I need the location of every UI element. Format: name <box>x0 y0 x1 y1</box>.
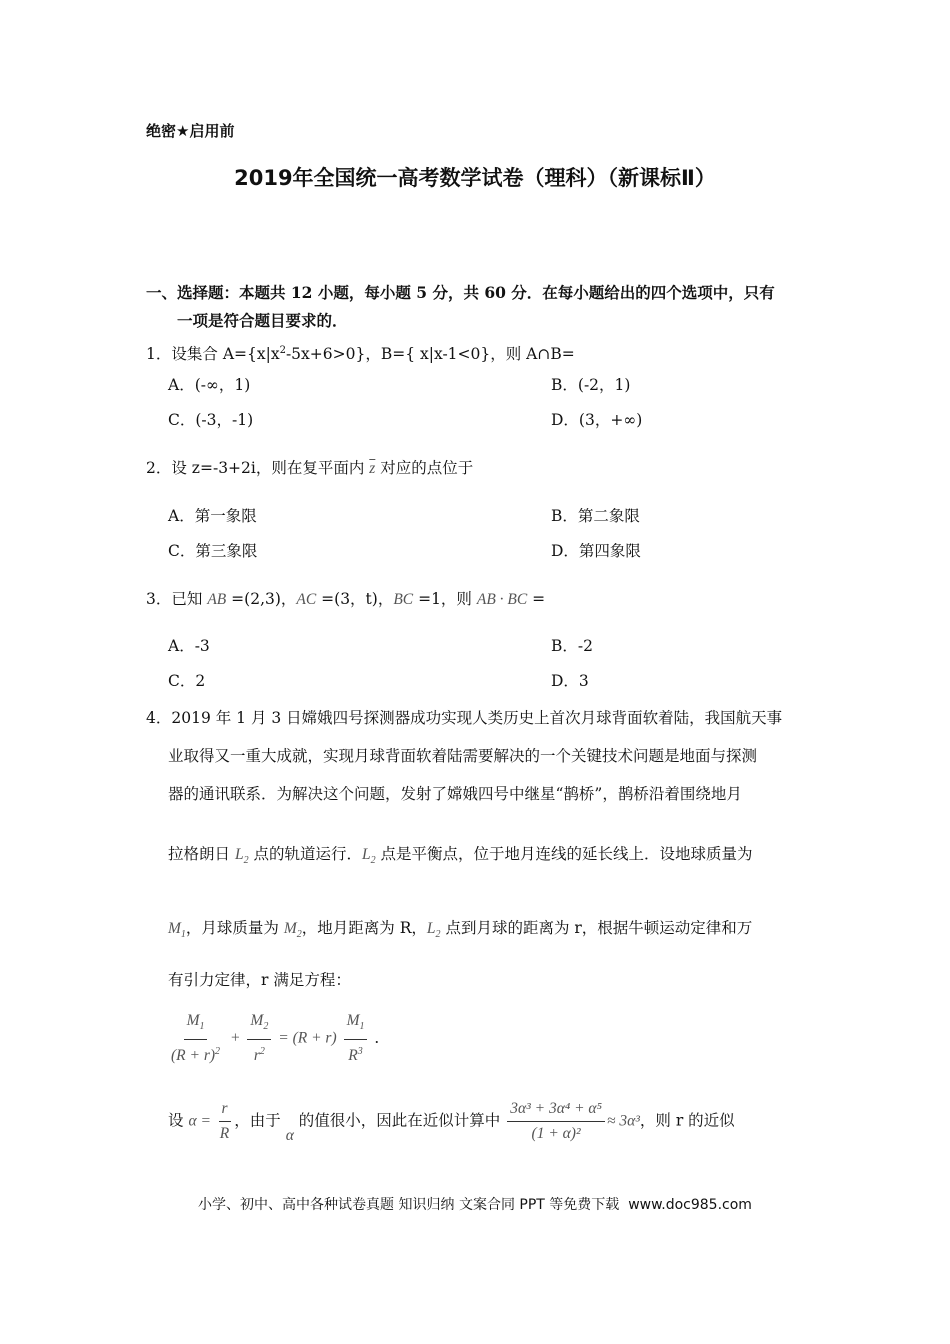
q3-text-5: = <box>527 590 546 608</box>
eq-den2-exp: 2 <box>259 1046 265 1058</box>
eq-fraction-2 <box>247 1010 271 1067</box>
question-4-line-4 <box>168 843 753 872</box>
m2-symbol <box>283 920 302 941</box>
q2-number: 2． <box>146 459 172 477</box>
question-3 <box>146 588 545 611</box>
q3-text-2: =(2,3)， <box>226 590 297 608</box>
approx-fraction <box>507 1098 605 1145</box>
q3-text-1: 已知 <box>171 590 208 608</box>
question-4-line-8 <box>168 1098 735 1145</box>
eq-m1b-sub: 1 <box>359 1021 365 1033</box>
eq-den3: R <box>348 1047 358 1065</box>
q1-setB: B={ x|x-1<0}，则 A∩B= <box>380 345 575 364</box>
q4-text-4a: 拉格朗日 <box>168 845 235 863</box>
eq-m1-sub: 1 <box>199 1021 205 1033</box>
q3-option-d[interactable]: D．3 <box>551 672 589 690</box>
q2-option-d[interactable]: D．第四象限 <box>551 542 641 560</box>
q4-text-4c: 点是平衡点，位于地月连线的延长线上．设地球质量为 <box>375 845 753 863</box>
m2-letter: M <box>283 920 297 937</box>
l2-subscript-2: 2 <box>370 855 376 867</box>
l2-subscript-3: 2 <box>435 929 441 941</box>
eq-m1: M <box>186 1012 200 1029</box>
l2-letter-3: L <box>426 920 436 937</box>
eq-fraction-1 <box>168 1010 223 1067</box>
q2-pre: 设 z=-3+2i，则在复平面内 <box>171 459 370 477</box>
l2-symbol <box>234 846 249 867</box>
q1-setA-post: -5x+6>0}， <box>285 345 381 364</box>
alpha-symbol: α <box>188 1112 197 1130</box>
q2-zbar: $\overline{z}$ <box>369 460 376 477</box>
q1-option-a[interactable]: A．(-∞，1) <box>168 376 251 394</box>
q3-option-c[interactable]: C．2 <box>168 672 206 690</box>
q4-text-5b: ，地月距离为 R， <box>301 919 427 937</box>
q4-text-8b: ，由于 <box>234 1111 286 1130</box>
eq-period: ． <box>374 1028 390 1047</box>
q4-text-8d: ，则 r 的近似 <box>639 1111 735 1130</box>
footer-url[interactable]: www.doc985.com <box>628 1197 752 1213</box>
l2-letter-2: L <box>362 846 371 863</box>
m2-subscript: 2 <box>296 929 302 941</box>
q2-option-b[interactable]: B．第二象限 <box>551 507 640 525</box>
eq-frac1-num <box>184 1010 208 1040</box>
q3-option-b[interactable]: B．-2 <box>551 637 593 655</box>
question-4-line-1 <box>146 707 782 729</box>
footer-text: 小学、初中、高中各种试卷真题 知识归纳 文案合同 PPT 等免费下载 <box>198 1197 620 1213</box>
q4-number: 4． <box>146 709 172 727</box>
q1-exp: 2 <box>279 345 286 356</box>
eq-frac1-den <box>168 1040 223 1067</box>
equation <box>166 1010 390 1067</box>
q1-pre: 设集合 <box>171 345 223 364</box>
q2-post: 对应的点位于 <box>375 459 474 477</box>
eq-middle: = (R + r) <box>278 1029 337 1047</box>
eq-frac2-num <box>247 1010 271 1040</box>
m1-letter: M <box>168 920 181 937</box>
q4-text-8c: 的值很小，因此在近似计算中 <box>293 1111 506 1130</box>
l2-symbol-3 <box>426 920 441 941</box>
footer <box>0 1194 950 1214</box>
dot-product: AB · BC <box>476 591 528 608</box>
q2-option-a[interactable]: A．第一象限 <box>168 507 257 525</box>
question-4-line-5 <box>168 917 752 946</box>
question-4-line-6: 有引力定律，r 满足方程： <box>168 971 351 989</box>
question-4-line-3: 器的通讯联系．为解决这个问题，发射了嫦娥四号中继星“鹊桥”，鹊桥沿着围绕地月 <box>168 785 742 803</box>
vector-ab: AB <box>207 591 227 608</box>
q4-text-4b: 点的轨道运行． <box>248 845 362 863</box>
section-heading-cont: 一项是符合题目要求的． <box>177 311 348 330</box>
q4-text-1: 2019 年 1 月 3 日嫦娥四号探测器成功实现人类历史上首次月球背面软着陆，我国航天事 <box>171 709 783 727</box>
q4-text-5c: 点到月球的距离为 r，根据牛顿运动定律和万 <box>440 919 753 937</box>
l2-subscript: 2 <box>243 855 249 867</box>
eq-frac2-den <box>251 1040 268 1067</box>
l2-letter: L <box>234 846 244 863</box>
vector-bc: BC <box>393 591 414 608</box>
q3-text-3: =(3，t)， <box>316 590 394 608</box>
q4-text-8a: 设 <box>168 1111 189 1130</box>
page-title: 2019年全国统一高考数学试卷（理科）（新课标Ⅱ） <box>234 166 716 190</box>
approx-rhs: ≈ 3α³ <box>606 1112 640 1130</box>
q1-number: 1． <box>146 345 172 364</box>
eq-m1-b: M <box>346 1012 360 1029</box>
question-2 <box>146 457 473 480</box>
eq-frac3-num <box>344 1010 368 1040</box>
eq-den1: (R + r) <box>171 1047 216 1065</box>
confidential-mark: 绝密★启用前 <box>146 122 235 140</box>
q3-number: 3． <box>146 590 172 608</box>
vector-ac: AC <box>296 591 317 608</box>
m1-symbol <box>168 920 186 941</box>
q4-text-5a: ，月球质量为 <box>185 919 284 937</box>
eq-frac3-den <box>345 1040 365 1067</box>
approx-num: 3α³ + 3α⁴ + α⁵ <box>507 1098 605 1122</box>
plus-sign: + <box>229 1029 241 1047</box>
eq-m2-sub: 2 <box>263 1021 269 1033</box>
eq-den1-exp: 2 <box>215 1046 221 1058</box>
q1-option-c[interactable]: C．(-3，-1) <box>168 411 254 429</box>
q1-option-d[interactable]: D．(3，+∞) <box>551 411 643 429</box>
eq-den2: r <box>253 1047 260 1065</box>
alpha-symbol-2: α <box>285 1126 294 1144</box>
eq-den3-exp: 3 <box>357 1046 363 1058</box>
equals-sign: = <box>196 1112 215 1130</box>
q3-option-a[interactable]: A．-3 <box>168 637 210 655</box>
q2-option-c[interactable]: C．第三象限 <box>168 542 258 560</box>
section-heading: 一、选择题：本题共 12 小题，每小题 5 分，共 60 分．在每小题给出的四个选项中，只有 <box>146 283 775 302</box>
question-1 <box>146 340 575 365</box>
approx-den: (1 + α)² <box>531 1125 581 1142</box>
alpha-frac-num: r <box>219 1098 231 1122</box>
q3-text-4: =1，则 <box>413 590 477 608</box>
l2-symbol-2 <box>362 846 376 867</box>
q1-setA: A={x|x <box>222 345 280 364</box>
m1-subscript: 1 <box>180 929 186 941</box>
eq-fraction-3 <box>344 1010 368 1067</box>
alpha-frac-den: R <box>219 1125 230 1142</box>
alpha-fraction <box>217 1098 232 1145</box>
eq-m2: M <box>250 1012 264 1029</box>
q1-option-b[interactable]: B．(-2，1) <box>551 376 631 394</box>
question-4-line-2: 业取得又一重大成就，实现月球背面软着陆需要解决的一个关键技术问题是地面与探测 <box>168 747 758 765</box>
